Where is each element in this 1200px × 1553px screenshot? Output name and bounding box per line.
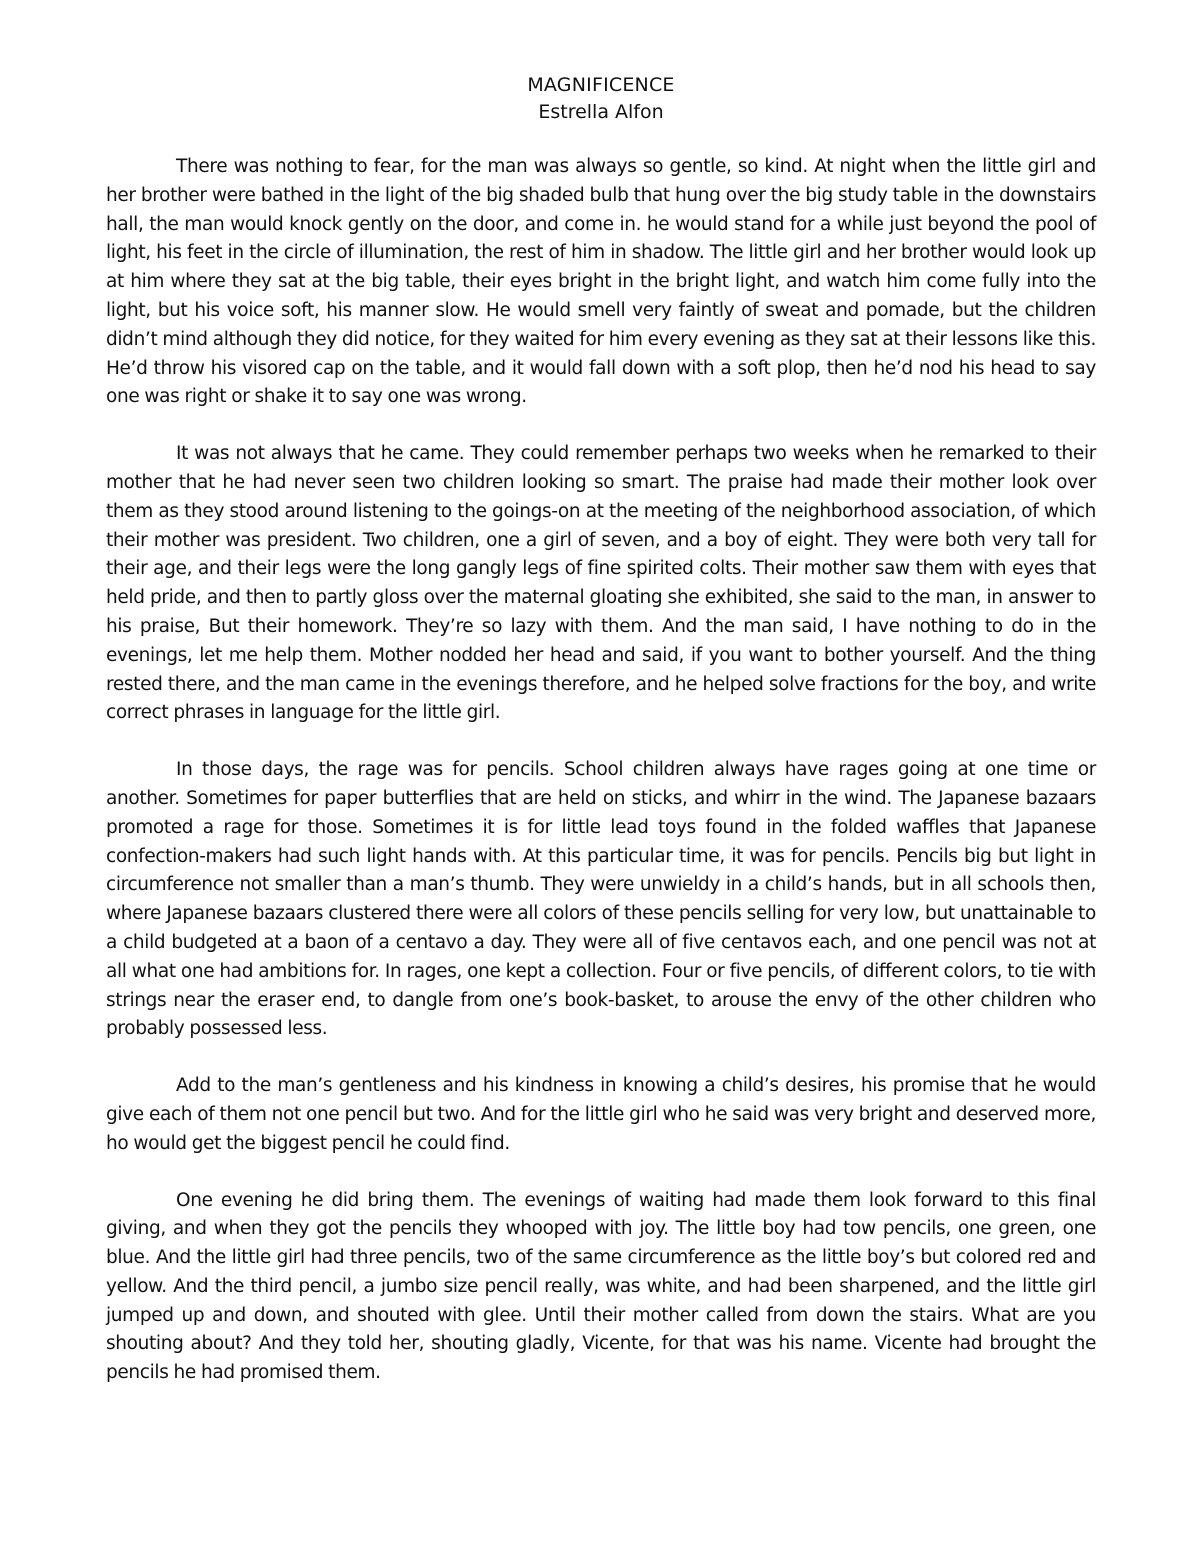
document-title: MAGNIFICENCE <box>527 74 675 96</box>
paragraph-4: Add to the man’s gentleness and his kindness in knowing a child’s desires, his promise that he would give each of them not one pencil but two. And for the little girl who he said was very bright and deserved more, ho would get the biggest pencil he could find. <box>106 1075 1096 1154</box>
paragraph-1: There was nothing to fear, for the man was always so gentle, so kind. At night when the little girl and her brother were bathed in the light of the big shaded bulb that hung over the big study table in the downstairs hall, the man would knock gently on the door, and come in. he would stand for a while just beyond the pool of light, his feet in the circle of illumination, the rest of him in shadow. The little girl and her brother would look up at him where they sat at the big table, their eyes bright in the bright light, and watch him come fully into the light, but his voice soft, his manner slow. He would smell very faintly of sweat and pomade, but the children didn’t mind although they did notice, for they waited for him every evening as they sat at their lessons like this. He’d throw his visored cap on the table, and it would fall down with a soft plop, then he’d nod his head to say one was right or shake it to say one was wrong. <box>106 156 1096 408</box>
paragraph-3: In those days, the rage was for pencils. School children always have rages going at one time or another. Sometimes for paper butterflies that are held on sticks, and whirr in the wind. The Japanese bazaars promoted a rage for those. Sometimes it is for little lead toys found in the folded waffles that Japanese confection-makers had such light hands with. At this particular time, it was for pencils. Pencils big but light in circumference not smaller than a man’s thumb. They were unwieldy in a child’s hands, but in all schools then, where Japanese bazaars clustered there were all colors of these pencils selling for very low, but unattainable to a child budgeted at a baon of a centavo a day. They were all of five centavos each, and one pencil was not at all what one had ambitions for. In rages, one kept a collection. Four or five pencils, of different colors, to tie with strings near the eraser end, to dangle from one’s book-basket, to arouse the envy of the other children who probably possessed less. <box>106 759 1096 1040</box>
document-author: Estrella Alfon <box>538 101 664 123</box>
document-page <box>106 72 1096 1416</box>
paragraph-2: It was not always that he came. They could remember perhaps two weeks when he remarked to their mother that he had never seen two children looking so smart. The praise had made their mother look over them as they stood around listening to the goings-on at the meeting of the neighborhood association, of which their mother was president. Two children, one a girl of seven, and a boy of eight. They were both very tall for their age, and their legs were the long gangly legs of fine spirited colts. Their mother saw them with eyes that held pride, and then to partly gloss over the maternal gloating she exhibited, she said to the man, in answer to his praise, But their homework. They’re so lazy with them. And the man said, I have nothing to do in the evenings, let me help them. Mother nodded her head and said, if you want to bother yourself. And the thing rested there, and the man came in the evenings therefore, and he helped solve fractions for the boy, and write correct phrases in language for the little girl. <box>106 443 1096 724</box>
paragraph-5: One evening he did bring them. The evenings of waiting had made them look forward to this final giving, and when they got the pencils they whooped with joy. The little boy had tow pencils, one green, one blue. And the little girl had three pencils, two of the same circumference as the little boy’s but colored red and yellow. And the third pencil, a jumbo size pencil really, was white, and had been sharpened, and the little girl jumped up and down, and shouted with glee. Until their mother called from down the stairs. What are you shouting about? And they told her, shouting gladly, Vicente, for that was his name. Vicente had brought the pencils he had promised them. <box>106 1189 1096 1384</box>
